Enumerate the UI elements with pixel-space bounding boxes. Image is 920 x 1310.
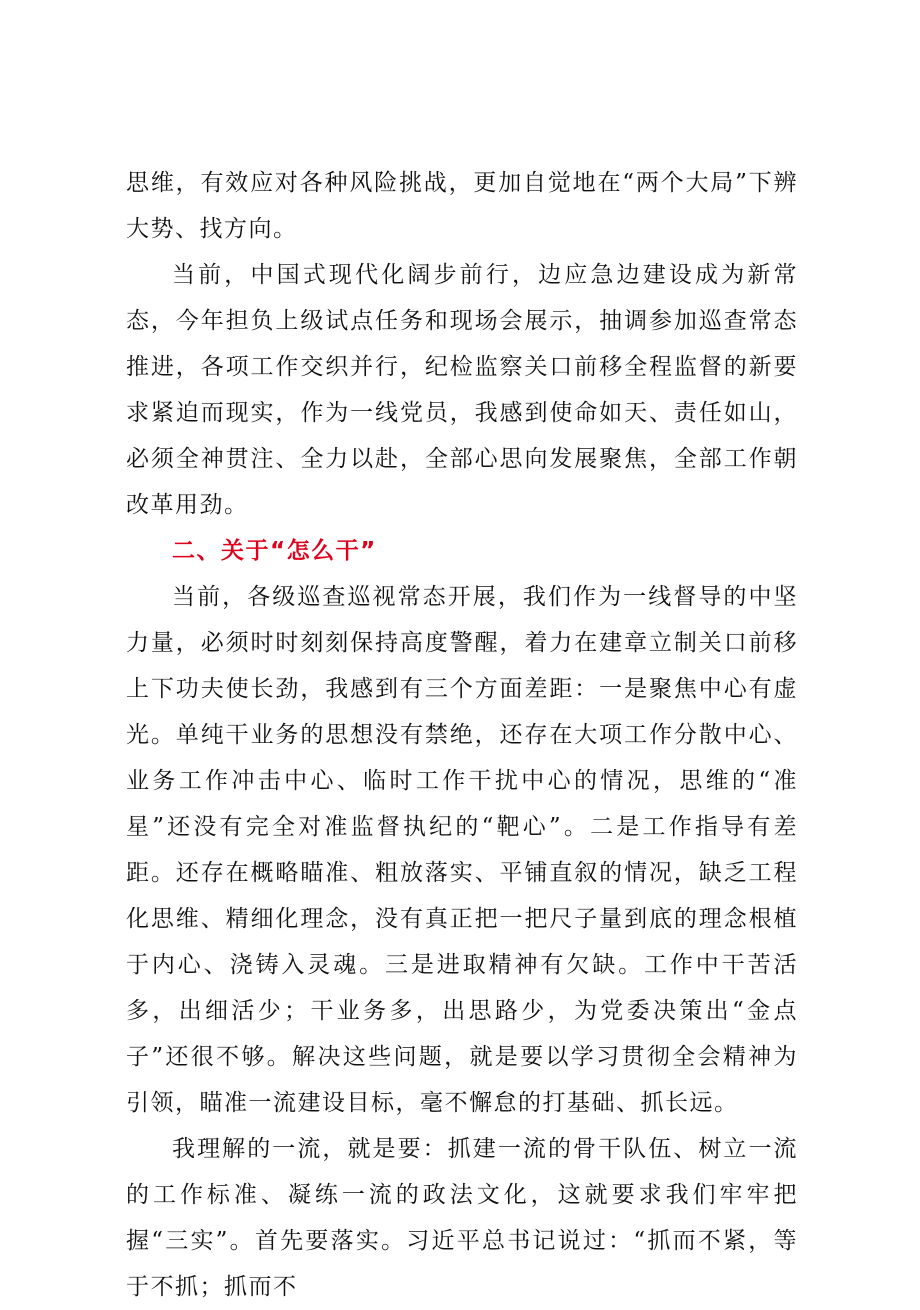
paragraph-first-class: 我理解的一流，就是要：抓建一流的骨干队伍、树立一流的工作标准、凝练一流的政法文化，这就要求我们牢牢把握“三实”。首先要落实。习近平总书记说过：“抓而不紧，等于不抓；抓而不: [126, 1136, 798, 1300]
paragraph-current-situation: 当前，中国式现代化阔步前行，边应急边建设成为新常态，今年担负上级试点任务和现场会展示，抽调参加巡查常态推进，各项工作交织并行，纪检监察关口前移全程监督的新要求紧迫而现实，作为一线党员，我感到使命如天、责任如山，必须全神贯注、全力以赴，全部心思向发展聚焦，全部工作朝改革用劲。: [126, 262, 798, 518]
document-body: [126, 160, 798, 1310]
paragraph-continued: 思维，有效应对各种风险挑战，更加自觉地在“两个大局”下辨大势、找方向。: [126, 170, 798, 242]
section-heading: 二、关于“怎么干”: [172, 538, 377, 564]
paragraph-gaps: 当前，各级巡查巡视常态开展，我们作为一线督导的中坚力量，必须时时刻刻保持高度警醒，着力在建章立制关口前移上下功夫使长劲，我感到有三个方面差距：一是聚焦中心有虚光。单纯干业务的思想没有禁绝，还存在大项工作分散中心、业务工作冲击中心、临时工作干扰中心的情况，思维的“准星”还没有完全对准监督执纪的“靶心”。二是工作指导有差距。还存在概略瞄准、粗放落实、平铺直叙的情况，缺乏工程化思维、精细化理念，没有真正把一把尺子量到底的理念根植于内心、浇铸入灵魂。三是进取精神有欠缺。工作中干苦活多，出细活少；干业务多，出思路少，为党委决策出“金点子”还很不够。解决这些问题，就是要以学习贯彻全会精神为引领，瞄准一流建设目标，毫不懈怠的打基础、抓长远。: [126, 584, 798, 1116]
